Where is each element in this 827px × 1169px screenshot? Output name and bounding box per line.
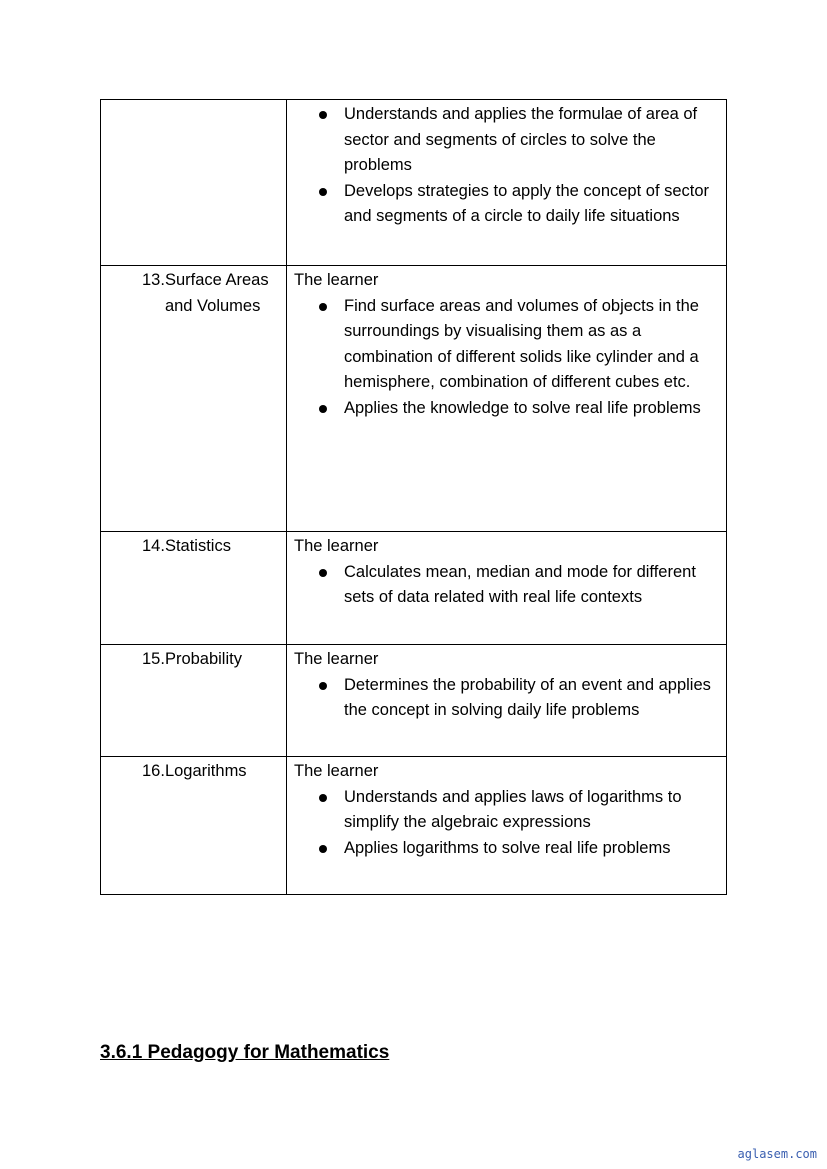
list-item: Applies the knowledge to solve real life problems: [344, 396, 718, 422]
bullet-icon: [319, 303, 327, 311]
bullet-icon: [319, 794, 327, 802]
section-heading: 3.6.1 Pedagogy for Mathematics: [100, 1042, 390, 1063]
bullet-icon: [319, 111, 327, 119]
outcome-list: [294, 560, 718, 611]
topic-cell: [101, 757, 287, 895]
list-item: Applies logarithms to solve real life problems: [344, 836, 718, 862]
bullet-icon: [319, 845, 327, 853]
topic-cell: [101, 100, 287, 266]
topic-name: Probability: [164, 650, 242, 668]
outcomes-cell: [287, 266, 727, 532]
outcomes-cell: [287, 645, 727, 757]
watermark: aglasem.com: [737, 1147, 817, 1161]
learner-intro: The learner: [294, 762, 379, 780]
list-item: Understands and applies the formulae of area of sector and segments of circles to solve the problems: [344, 102, 718, 179]
table-row: [101, 532, 727, 645]
outcome-list: [294, 785, 718, 862]
topic-name: Logarithms: [164, 762, 247, 780]
learner-intro: The learner: [294, 650, 379, 668]
outcomes-cell: [287, 532, 727, 645]
bullet-icon: [319, 405, 327, 413]
topic-number: 14.: [142, 537, 165, 555]
outcome-list: [294, 294, 718, 422]
learner-intro: The learner: [294, 271, 379, 289]
list-item: Understands and applies laws of logarithms to simplify the algebraic expressions: [344, 785, 718, 836]
topic-cell: [101, 266, 287, 532]
bullet-icon: [319, 188, 327, 196]
outcomes-cell: [287, 757, 727, 895]
topic-cell: [101, 645, 287, 757]
learning-outcomes-table: [100, 99, 727, 895]
table-row: [101, 757, 727, 895]
table-row: [101, 266, 727, 532]
list-item: Develops strategies to apply the concept of sector and segments of a circle to daily life situations: [344, 179, 718, 230]
table-row: [101, 645, 727, 757]
topic-number: 15.: [142, 650, 165, 668]
topic-name: Surface Areas and Volumes: [164, 271, 269, 315]
list-item: Find surface areas and volumes of objects in the surroundings by visualising them as as a combination of different solids like cylinder and a hemisphere, combination of different cubes etc.: [344, 294, 718, 396]
outcome-list: [294, 102, 718, 230]
bullet-icon: [319, 682, 327, 690]
table-row: [101, 100, 727, 266]
topic-name: Statistics: [164, 537, 231, 555]
topic-number: 13.: [142, 271, 165, 289]
outcomes-cell: [287, 100, 727, 266]
list-item: Calculates mean, median and mode for different sets of data related with real life contexts: [344, 560, 718, 611]
learner-intro: The learner: [294, 537, 379, 555]
list-item: Determines the probability of an event and applies the concept in solving daily life problems: [344, 673, 718, 724]
bullet-icon: [319, 569, 327, 577]
topic-cell: [101, 532, 287, 645]
outcome-list: [294, 673, 718, 724]
topic-number: 16.: [142, 762, 165, 780]
